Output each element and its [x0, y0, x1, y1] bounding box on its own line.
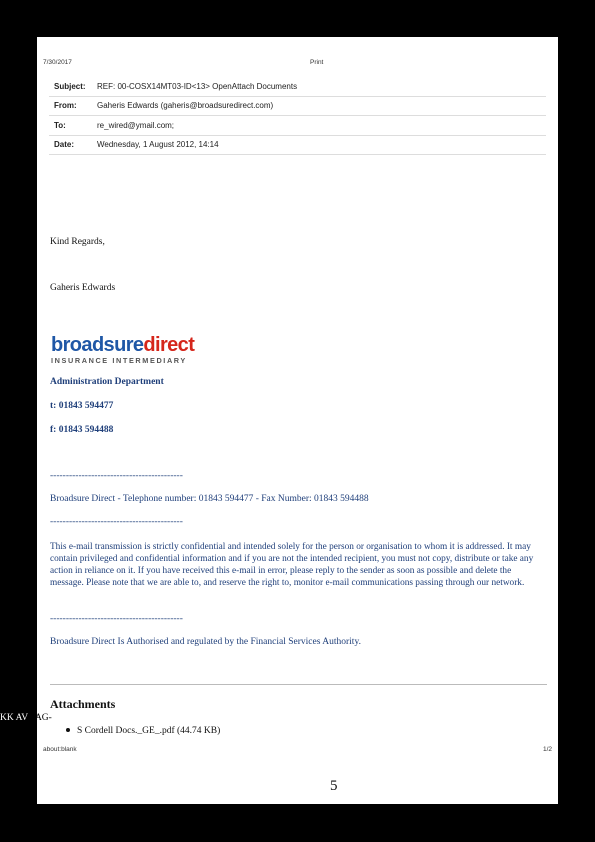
greeting: Kind Regards, [50, 237, 105, 247]
print-title: Print [310, 59, 324, 66]
sender-name: Gaheris Edwards [50, 283, 116, 293]
overlay-stamp [0, 713, 52, 723]
overlay-stamp-outlined: KK AV [0, 713, 29, 723]
attachment-item[interactable] [66, 726, 220, 736]
logo-text-direct: direct [143, 334, 195, 356]
confidentiality-disclaimer: This e-mail transmission is strictly confidential and intended solely for the person or organisation to whom it is addressed. It may contain privileged and confidential information and if you are not the intended recipient, you must not copy, distribute or take any action in reliance on it. If you have received this e-mail in error, please reply to the sender as soon as possible and delete the message. Please note that we are able to, and reserve the right to, monitor e-mail communications passing through our network. [50, 542, 534, 588]
separator-line-3: ------------------------------------------ [50, 614, 183, 624]
date-label: Date: [49, 135, 92, 155]
separator-line-2: ------------------------------------------ [50, 517, 183, 527]
email-header-table [49, 77, 546, 155]
print-date: 7/30/2017 [43, 59, 72, 66]
contact-line: Broadsure Direct - Telephone number: 01843 594477 - Fax Number: 01843 594488 [50, 494, 369, 504]
subject-row [49, 77, 546, 96]
from-label: From: [49, 96, 92, 116]
attachments-divider [50, 684, 547, 685]
subject-value: REF: 00-COSX14MT03-ID<13> OpenAttach Documents [92, 77, 546, 96]
print-footer-url: about:blank [43, 746, 77, 753]
print-footer-page: 1/2 [543, 746, 553, 753]
overlay-stamp-text: NAG- [28, 713, 52, 723]
regulation-notice: Broadsure Direct Is Authorised and regulated by the Financial Services Authority. [50, 637, 361, 647]
subject-label: Subject: [49, 77, 92, 96]
attachments-heading: Attachments [50, 697, 116, 711]
from-row [49, 96, 546, 116]
to-row [49, 116, 546, 136]
logo-tagline: INSURANCE INTERMEDIARY [51, 356, 187, 365]
page-number: 5 [330, 778, 338, 794]
signature-department: Administration Department [50, 377, 164, 387]
from-value: Gaheris Edwards (gaheris@broadsuredirect.com) [92, 96, 546, 116]
to-value: re_wired@ymail.com; [92, 116, 546, 136]
date-value: Wednesday, 1 August 2012, 14:14 [92, 135, 546, 155]
to-label: To: [49, 116, 92, 136]
separator-line-1: ------------------------------------------ [50, 471, 183, 481]
logo-text-broadsure: broadsure [51, 334, 144, 356]
date-row [49, 135, 546, 155]
signature-telephone: t: 01843 594477 [50, 401, 114, 411]
bullet-icon [66, 728, 70, 732]
printed-email-page [37, 37, 558, 804]
attachment-filename: S Cordell Docs._GE_.pdf (44.74 KB) [77, 726, 221, 736]
signature-fax: f: 01843 594488 [50, 425, 114, 435]
broadsure-direct-logo [51, 335, 194, 366]
